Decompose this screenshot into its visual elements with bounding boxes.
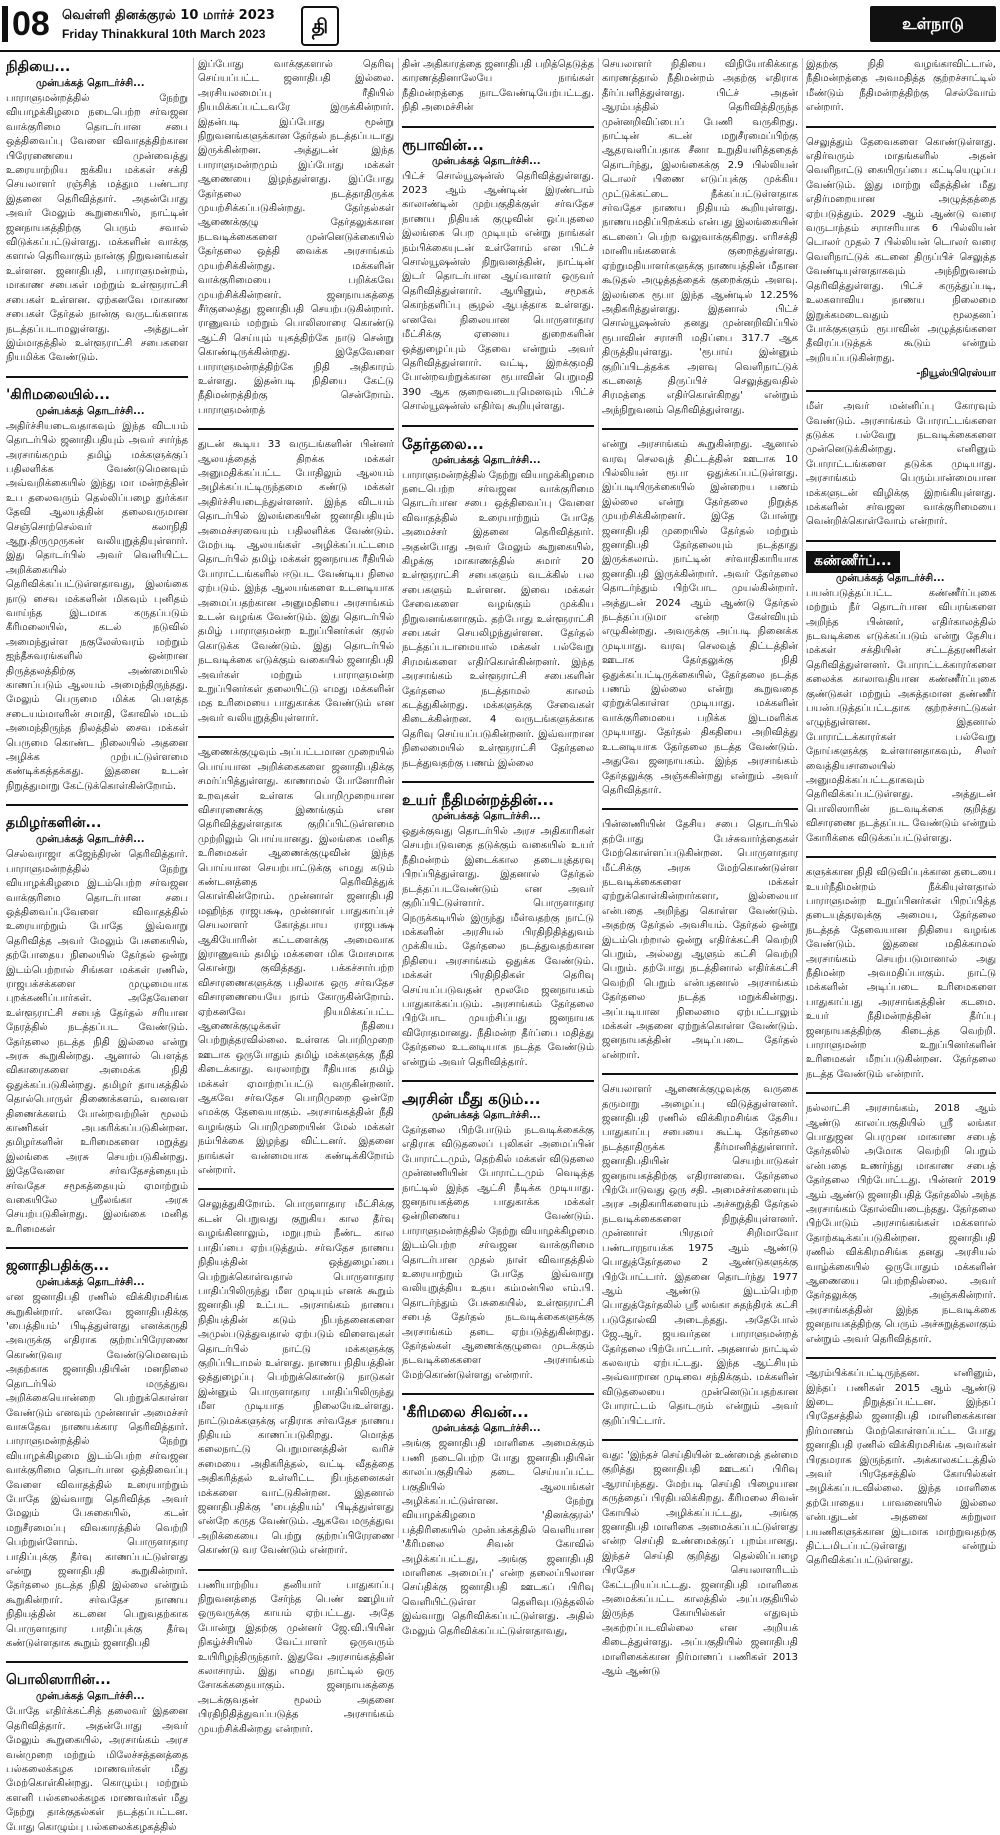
story-body: அதிர்ச்சியடைவதாகவும் இந்த விடயம் தொடர்பில் ஜனாதிபதியும் அவர் சார்ந்த அரசாங்கமும் தமிழ் மக்களுக்குப் பதிலளிக்க வேண்டுமெனவும் அவ்வறிக்கையில் இந்து மா மன்றத்தின் உப தலைவரும் தெல்லிப்பழை துர்க்கா தேவி ஆலயத்தின் தலைவருமான செஞ்சொற்செல்வர் கலாநிதி ஆறு.திருமுருகன் வலியுறுத்தியுள்ளார். இது தொடர்பில் அவர் வெளியிட்ட அறிக்கையில் தெரிவிக்கப்பட்டுள்ளதாவது, இலங்கை நாடு சைவ மக்களின் மிகவும் புனிதம் வாய்ந்த இடமாக கருதப்படும் கீரிமலையில், கடல் நடுவில் அமைந்துள்ள நகுலேஸ்வரம் மற்றும் ஐந்தீசுவரங்களில் ஒன்றான திருத்தலத்திற்கு அண்மையில் காணப்படும் ஆலயம் அமைந்திருந்தது. மேலும் பெருமை மிக்க பௌத்த சடையம்மாளின் சமாதி, கோவில் மடம் அமைந்திருந்த நிலத்தில் சைவ மக்கள் பெருமை கொண்ட நிலையில் அதனை அழிக்க முற்பட்டுள்ளமை கண்டிக்கத்தக்கது. இதனை உடன் நிறுத்துமாறு கேட்டுக்கொள்கின்றோம். bbox=[6, 420, 188, 792]
story-heading: ஜனாதிபதிக்கு... bbox=[6, 1258, 110, 1275]
story-divider bbox=[6, 804, 188, 806]
story-theerthal-final bbox=[806, 400, 996, 530]
story-kanneer bbox=[806, 550, 996, 846]
story-body: பாராளுமன்றத்தில் நேற்று வியாழக்கிழமை நடைபெற்ற சர்வஜன வாக்குரிமை தொடர்பான சபை ஒத்திவைப்பு வேளை விவாதத்திற்கான பிரேரணையை முன்வைத்து உரையாற்றிய ஐக்கிய மக்கள் சக்தி செயலாளர் ரஞ்சித் மத்தும பண்டார இதனை தெரிவித்தார். அதன்போது அவர் மேலும் கூறுகையில், நாட்டின் ஜனநாயகத்திற்கு பெரும் சவால் விடுக்கப்பட்டுள்ளது. மக்களின் வாக்கு களால் தெரிவாகும் நான்கு நிறுவனங்கள் உள்ளன. ஜனாதிபதி, பாராளுமன்றம், மாகாண சபைகள் மற்றும் உள்ளூராட்சி சபைகள் உள்ளன. ஏற்கனவே மாகாண சபைகள் தேர்தல் நான்கு வருடங்களாக நடத்தப்படாமலுள்ளது. அத்துடன் இம்மாதத்தில் உள்ளூராட்சி சபைகளை நியமிக்க வேண்டும். bbox=[6, 93, 188, 364]
continued-label: முன்பக்கத் தொடர்ச்சி... bbox=[432, 811, 541, 823]
story-body: செலுத்தும் தேவைகளை கொண்டுள்ளது. எதிர்வரும் மாதங்களில் அதன் வெளிநாட்டு கையிருப்பை கட்டியெழுப்ப வேண்டும். இது மாற்று வீதத்தின் மீது எதிர்மறையான அழுத்தத்தை ஏற்படுத்தும். 2029 ஆம் ஆண்டு வரை வருடாந்தம் சராசரியாக 6 பில்லியன் டொலர் முதல் 7 பில்லியன் டொலர் வரை வெளிநாட்டுக் கடனை திருப்பிச் செலுத்த வேண்டியுள்ளதாகவும் அந்நிறுவனம் தெரிவித்துள்ளது. பிட்ச் கருத்துப்படி, உலகளாவிய நாணய நிலைமை இறுக்கமடைவதும் மூலதனப் போக்குகளும் ரூபாவின் அழுத்தங்களை தீவிரப்படுத்தக் கூடும் என்றும் அறியப்படுகின்றது. bbox=[806, 136, 996, 364]
story-divider bbox=[198, 736, 394, 738]
continued-label: முன்பக்கத் தொடர்ச்சி... bbox=[836, 572, 945, 584]
story-body: பிட்ச் சொல்யூஷன்ஸ் தெரிவித்துள்ளது. 2023 ஆம் ஆண்டின் இரண்டாம் காலாண்டின் முற்பகுதிக்குள் சர்வதேச நாணய நிதியக் குழுவின் ஒப்புதலை இலங்கை பெற முடியும் என்று நாங்கள் நம்பிக்கையுடன் உள்ளோம் என பிட்ச் சொல்யூஷன்ஸ் நிறுவனத்தின், நாட்டின் இடர் தொடர்பான ஆய்வாளர் ஒருவர் தெரிவித்துள்ளார். ஆயினும், சமூகக் கொந்தளிப்பு சூழல் ஆபத்தாக உள்ளது. எனவே நிலையான பொருளாதார மீட்சிக்கு ஏனைய துறைகளின் ஒத்துழைப்பும் தேவை என்றும் அவர் தெரிவித்துள்ளார். வட்டி, இறக்குமதி போன்றவற்றுக்கான ரூபாவின் பெறுமதி 390 ஆக குறைவடையுமெனவும் பிட்ச் சொல்யூஷன்ஸ் எதிர்வு கூறியுள்ளது. bbox=[402, 170, 594, 413]
column-3 bbox=[402, 58, 594, 1637]
date-line-english: Friday Thinakkural 10th March 2023 bbox=[62, 27, 266, 41]
continued-label: முன்பக்கத் தொடர்ச்சி... bbox=[432, 155, 541, 167]
story-heading: 'கிரிமலையில்... bbox=[6, 386, 110, 403]
column-5 bbox=[806, 58, 996, 1567]
continued-label: முன்பக்கத் தொடர்ச்சி... bbox=[36, 834, 145, 846]
story-body: பாராளுமன்றத்தில் நேற்று வியாழக்கிழமை நடைபெற்ற சர்வஜன வாக்குரிமை தொடர்பான சபை ஒத்திவைப்பு வேளை விவாதத்தில் உரையாற்றும் போதே அமைச்சர் இதனை தெரிவித்தார். அதன்போது அவர் மேலும் கூறுகையில், கிழக்கு மாகாணத்தில் சுமார் 20 உள்ளூராட்சி சபைகளும் வடக்கில் பல சபைகளும் உள்ளன. இவை மக்கள் சேவைகளை வழங்கும் முக்கிய நிறுவனங்களாகும். தற்போது உள்ளூராட்சி சபைகள் செயலிழந்துள்ளன. தேர்தல் நடத்தப்படாமையால் மக்கள் பல்வேறு சிரமங்களை எதிர்கொள்கின்றனர். இந்த அரசாங்கம் உள்ளூராட்சி சபைகளின் தேர்தலை நடத்தாமல் காலம் கடத்துகின்றது. மக்களுக்கு சேவைகள் கிடைக்கின்றன. 4 வருடங்களுக்காக தெரிவு செய்யப்படுகின்றனர். இவ்வாறான நிலைமையில் உள்ளூராட்சி தேர்தலை நடத்துவதற்கு பணம் இல்லை bbox=[402, 469, 594, 769]
story-police-continued bbox=[198, 1579, 394, 1737]
story-body: என ஜனாதிபதி ரணில் விக்கிரமசிங்க கூறுகின்றார். எனவே ஜனாதிபதிக்கு 'பைத்தியம்' பிடித்துள்ளது எனக்கருதி அவருக்கு எதிராக குற்றப்பிரேரணை கொண்டுவர வேண்டுமெனவும் அதற்காக ஜனாதிபதியின் மனநிலை தொடர்பில் மருத்துவ அறிக்கையொன்றை பெற்றுக்கொள்ள வேண்டும் எனவும் முன்னாள் அமைச்சர் வாசுதேவ நாணயக்கார தெரிவித்தார். பாராளுமன்றத்தில் நேற்று வியாழக்கிழமை இடம்பெற்ற சர்வஜன வாக்குரிமை தொடர்பான ஒத்திவைப்பு வேளை விவாதத்தில் உரையாற்றும் போதே இவ்வாறு தெரிவித்த அவர் மேலும் பேசுகையில், கடன் மறுசீரமைப்பு விவகாரத்தில் வெற்றி பெற்றுள்ளோம். பொருளாதார பாதிப்புக்கு தீர்வு காணப்பட்டுள்ளது என்று ஜனாதிபதி கூறுகின்றார். தேர்தலை நடத்த நிதி இல்லை என்றும் கூறுகின்றார். சர்வதேச நாணய நிதியத்தின் கடனை பெறுவதற்காக பொருளாதார பாதிப்புக்கு தீர்வு கண்டுள்ளதாக கூறும் ஜனாதிபதி bbox=[6, 1292, 188, 1649]
story-divider bbox=[602, 808, 798, 810]
story-divider bbox=[806, 1357, 996, 1359]
story-divider bbox=[198, 1188, 394, 1190]
story-rupa bbox=[402, 136, 594, 415]
story-divider bbox=[402, 1393, 594, 1395]
column-4 bbox=[602, 58, 798, 1678]
continued-label: முன்பக்கத் தொடர்ச்சி... bbox=[36, 1691, 145, 1703]
story-body: செயலாளர் ஆணைக்குழுவுக்கு வருகை தருமாறு அழைப்பு விடுத்துள்ளனர். ஜனாதிபதி ரணில் விக்கிரமசிங்க தேசிய பாதுகாப்பு சபையை கூட்டி தேர்தலை நடத்தாதிருக்க தீர்மானித்துள்ளார். ஜனாதிபதியின் செயற்பாடுகள் ஜனநாயகத்திற்கு எதிரானவை. தேர்தலை பிற்போடுவது ஒரு சதி. அமைச்சர்களையும் அரச அதிகாரிகளையும் அச்சுறுத்தி தேர்தல் நடவடிக்கைகளை நிறுத்தியுள்ளனர். முன்னாள் பிரதமர் சிறிமாவோ பண்டாரநாயக்க 1975 ஆம் ஆண்டு பொதுத்தேர்தலை 2 ஆண்டுகளுக்கு பிற்போட்டார். இதனை தொடர்ந்து 1977 ஆம் ஆண்டு இடம்பெற்ற பொதுத்தேர்தலில் ஸ்ரீ லங்கா சுதந்திரக் கட்சி படுதோல்வி அடைந்தது. அதேபோல் ஜே.ஆர். ஜயவர்தன பாராளுமன்றத் தேர்தலை பிற்போட்டார். அதனால் நாட்டில் கலவரம் ஏற்பட்டது. இந்த ஆட்சியும் அவ்வாறான முடிவை சந்திக்கும். மக்களின் விடுதலையை முன்னெடுப்பதற்கான போராட்டம் தொடரும் என்றும் அவர் குறிப்பிட்டார். bbox=[602, 1084, 798, 1427]
story-kiri-sivan bbox=[402, 1403, 594, 1639]
story-divider bbox=[602, 428, 798, 430]
story-divider bbox=[6, 376, 188, 378]
story-divider bbox=[806, 540, 996, 542]
story-theerthal bbox=[402, 435, 594, 772]
story-body: தின் அதிகாரத்தை ஜனாதிபதி பறித்தெடுத்த காரணத்தினாலேயே நாங்கள் நீதிமன்றத்தை நாடவேண்டியேற்பட்டது. நிதி அமைச்சின் bbox=[402, 59, 594, 114]
story-divider bbox=[198, 1569, 394, 1571]
story-body: தேர்தலை பிற்போடும் நடவடிக்கைக்கு எதிராக விடுதலைப் புலிகள் அமைப்பின் போராட்டமும், தெற்கில் மக்கள் விடுதலை முன்னணியின் போராட்டமும் வெடித்த நாட்டில் இந்த ஆட்சி நீடிக்க முடியாது. ஜனநாயகத்தை பாதுகாக்க மக்கள் ஒன்றிணைய வேண்டும். பாராளுமன்றத்தில் நேற்று வியாழக்கிழமை இடம்பெற்ற சர்வஜன வாக்குரிமை தொடர்பான முதல் நாள் விவாதத்தில் உரையாற்றும் போதே இவ்வாறு வலியுறுத்திய உதய கம்மன்பில எம்.பி. தொடர்ந்தும் பேசுகையில், உள்ளூராட்சி சபைத் தேர்தல் நடவடிக்கைகளுக்கு அரசாங்கம் தடை ஏற்படுத்துகின்றது. தேர்தல்கள் ஆணைக்குழுவை முடக்கும் நடவடிக்கைகளை அரசாங்கம் மேற்கொண்டுள்ளது என்றார். bbox=[402, 1124, 594, 1381]
masthead bbox=[0, 0, 1000, 52]
story-divider bbox=[402, 781, 594, 783]
story-uyar-continued bbox=[602, 818, 798, 1063]
story-nithiyai-final bbox=[806, 58, 996, 116]
story-kiri bbox=[6, 386, 188, 795]
date-line-tamil: வெள்ளி தினக்குரல் 10 மார்ச் 2023 bbox=[62, 8, 275, 23]
story-heading: கண்ணீர்ப்... bbox=[806, 551, 900, 573]
story-heading: ரூபாவின்... bbox=[402, 135, 484, 154]
continued-label: முன்பக்கத் தொடர்ச்சி... bbox=[36, 405, 145, 417]
continued-label: முன்பக்கத் தொடர்ச்சி... bbox=[36, 78, 145, 89]
column-rule bbox=[802, 58, 803, 1538]
story-body: செலுத்துகிறோம். பொருளாதார மீட்சிக்கு கடன் பெறுவது குறுகிய கால தீர்வு வழங்கினாலும், மறுபுறம் நீண்ட கால பாதிப்பை ஏற்படுத்தும். சர்வதேச நாணய நிதியத்தின் ஒத்துழைப்பை பெற்றுக்கொள்வதால் பொருளாதார பாதிப்பிலிருந்து மீள முடியும் எனக் கூறும் ஜனாதிபதி உட்பட அரசாங்கம் நாணய நிதியத்தின் கடும் நிபந்தனைகளை அமுல்படுத்துவதால் ஏற்படும் விளைவுகள் தொடர்பில் நாட்டு மக்களுக்கு குறிப்பிடாமல் உள்ளது. நாணய நிதியத்தின் ஒத்துழைப்பு பெற்றுக்கொண்டு நாடுகள் இன்னும் பொருளாதார பாதிப்பிலிருந்து மீள முடியாத நிலையேஉள்ளது. நாட்டுமக்களுக்கு எதிராக சர்வதேச நாணய நிதியம் காணப்படுகிறது. மொத்த கலைநாட்டு பெறுமானத்தின் வரிச் சுமையை அதிகரித்தல், வட்டி வீதத்தை அதிகரித்தல் உள்ளிட்ட நிபந்தனைகள் மக்களை வாட்டுகின்றன. இதனால் ஜனாதிபதிக்கு 'பைத்தியம்' பிடித்துள்ளது என்றே கருத வேண்டும். ஆகவே மருத்துவ அறிக்கையை பெற்று குற்றப்பிரேரணை கொண்டு வர வேண்டும் என்றார். bbox=[198, 1199, 394, 1557]
column-rule bbox=[193, 58, 194, 1538]
story-tamil bbox=[6, 814, 188, 1237]
page-number: 08 bbox=[12, 5, 50, 43]
story-heading: தேர்தலை... bbox=[402, 434, 484, 453]
story-kiri-continued bbox=[198, 438, 394, 726]
column-2 bbox=[198, 58, 394, 1735]
story-janathipathi-continued bbox=[198, 1198, 394, 1558]
story-nithiyai bbox=[6, 58, 188, 366]
continued-label: முன்பக்கத் தொடர்ச்சி... bbox=[432, 454, 541, 466]
section-tag: உள்நாடு bbox=[870, 6, 996, 42]
story-body: பயன்படுத்தப்பட்ட கண்ணீர்ப்புகை மற்றும் நீர் தொடர்பான விபரங்களை அறிந்த பின்னர், எதிர்காலத்தில் நடவடிக்கை எடுக்கப்படும் என்று தேசிய மக்கள் சக்தியின் சட்டத்தரணிகள் தெரிவித்துள்ளனர். போராட்டக்காரர்களை கலைக்க காலாவதியான கண்ணீர்ப்புகை குண்டுகள் மற்றும் அசுத்தமான தண்ணீர் பயன்படுத்தப்பட்டதாக குற்றச்சாட்டுகள் எழுந்துள்ளன. இதனால் போராட்டக்காரர்கள் பல்வேறு நோய்களுக்கு உள்ளானதாகவும், சிலர் வைத்தியசாலையில் அனுமதிக்கப்பட்டதாகவும் தெரிவிக்கப்பட்டுள்ளது. அத்துடன் பொலிஸாரின் நடவடிக்கை குறித்து விசாரணை நடத்தப்பட வேண்டும் என்றும் கோரிக்கை விடுக்கப்பட்டுள்ளது. bbox=[806, 587, 996, 844]
story-divider bbox=[806, 1092, 996, 1094]
story-divider bbox=[198, 428, 394, 430]
story-arasin-continued bbox=[602, 1083, 798, 1429]
story-uyar bbox=[402, 791, 594, 1070]
story-divider bbox=[402, 1080, 594, 1082]
story-divider bbox=[806, 856, 996, 858]
story-body: துடன் கூடிய 33 வருடங்களின் பின்னர் ஆலயத்தைத் திறக்க மக்கள் அனுமதிக்கப்பட்ட போதிலும் ஆலயம் அழிக்கப்பட்டிருந்தமை கண்டு மக்கள் அதிர்ச்சியடைந்துள்ளனர். இந்த விடயம் தொடர்பில் இலங்கையின் ஜனாதிபதியும் அமைச்சரவையும் பதிலளிக்க வேண்டும். மேற்படி ஆலயங்கள் அழிக்கப்பட்டமை தொடர்பில் தமிழ் மக்கள் ஜனநாயக ரீதியில் போராட்டங்களில் ஈடுபட வேண்டிய நிலை ஏற்படும். இந்த ஆலயங்களை உடனடியாக அமைப்பதற்கான அனுமதியை அரசாங்கம் உடன் வழங்க வேண்டும். இது தொடர்பில் தமிழ் பாராளுமன்ற உறுப்பினர்கள் குரல் கொடுக்க வேண்டும். இது தொடர்பில் நடவடிக்கை எடுக்கும் வகையில் ஜனாதிபதி அவர்கள் மற்றும் பாராளுமன்ற உறுப்பினர்கள் தலையிட்டு எமது மக்களின் மத உரிமையை பாதுகாக்க வேண்டும் என அவர் வலியுறுத்தியுள்ளார். bbox=[198, 439, 394, 724]
column-1 bbox=[6, 58, 188, 1833]
story-tamil-continued bbox=[198, 746, 394, 1178]
story-rupa-continued bbox=[602, 58, 798, 418]
story-body: ஒதுக்குவது தொடர்பில் அரச அதிகாரிகள் செயற்படுவதை தடுக்கும் வகையில் உயர் நீதிமன்றம் இடைக்கால தடையுத்தரவு பிறப்பித்துள்ளது. இதனால் தேர்தல் நடத்தப்படவேண்டும் என அவர் குறிப்பிட்டுள்ளார். பொருளாதார நெருக்கடியில் இருந்து மீள்வதற்கு நாட்டு மக்களின் அரசியல் பிரதிநிதித்துவம் முக்கியம். தேர்தலை நடத்துவதற்கான நிதியை அரசாங்கம் ஒதுக்க வேண்டும். மக்கள் பிரதிநிதிகள் தெரிவு செய்யப்படுவதன் மூலமே ஜனநாயகம் பாதுகாக்கப்படும். அரசாங்கம் தேர்தலை பிற்போட முயற்சிப்பது ஜனநாயக விரோதமானது. நீதிமன்ற தீர்ப்பை மதித்து தேர்தலை உடனடியாக நடத்த வேண்டும் என்றும் அவர் தெரிவித்தார். bbox=[402, 826, 594, 1068]
column-rule bbox=[598, 58, 599, 1538]
story-divider bbox=[602, 1073, 798, 1075]
story-uyar-final bbox=[806, 866, 996, 1082]
story-body: ஆரம்பிக்கப்பட்டிருந்தன. எனினும், இந்தப் பணிகள் 2015 ஆம் ஆண்டு இடை நிறுத்தப்பட்டன. இந்தப் பிரதேசத்தில் ஜனாதிபதி மாளிகைக்கான நிர்மாணம் மேற்கொள்ளப்பட்ட போது ஜனாதிபதி ரணில் விக்கிரமசிங்க அவர்கள் பிரதமராக இருந்தார். அக்காலகட்டத்தில் அவர் பிரதேசத்தில் கோயில்கள் அழிக்கப்படவில்லை. இந்த மாளிகை தற்போதைய பாவனையில் இல்லை என்பதுடன் அதனை சுற்றுலா பயணிகளுக்கான இடமாக மாற்றுவதற்கு திட்டமிடப்பட்டுள்ளது என்றும் தெரிவிக்கப்பட்டுள்ளது. bbox=[806, 1368, 996, 1567]
story-body: அங்கு ஜனாதிபதி மாளிகை அமைக்கும் பணி நடைபெற்ற போது ஜனாதிபதியின் காலப்பகுதியில் தடை செய்யப்பட்ட பகுதியில் ஆலயங்கள் அழிக்கப்பட்டுள்ளன. நேற்று வியாழக்கிழமை 'தினக்குரல்' பத்திரிகையில் முன்பக்கத்தில் வெளியான 'கீரிமலை சிவன் கோவில் அழிக்கப்பட்டது, அங்கு ஜனாதிபதி மாளிகை அமைப்பு' என்ற தலைப்பிலான செய்திக்கு ஜனாதிபதி ஊடகப் பிரிவு வெளியிட்டுள்ள தெளிவுபடுத்தலில் இவ்வாறு தெரிவிக்கப்பட்டுள்ளது. அதில் மேலும் தெரிவிக்கப்பட்டுள்ளதாவது, bbox=[402, 1438, 594, 1637]
story-theerthal-continued bbox=[602, 438, 798, 798]
story-body: இப்போது வாக்குகளால் தெரிவு செய்யப்பட்ட ஜனாதிபதி இல்லை. அரசியலமைப்பு ரீதியில் நியமிக்கப்பட்டவரே இருக்கின்றார். இதன்படி இப்போது மூன்று நிறுவனங்களுக்கான தேர்தல் நடத்தப்படாது இருக்கின்றன. அத்துடன் இந்த பாராளுமன்றமும் இப்போது மக்கள் ஆணையை இழந்துள்ளது. இப்போது தேர்தலை நடத்தாதிருக்க முயற்சிக்கப்படுகின்றது. தேர்தல்கள் ஆணைக்குழு தேர்தலுக்கான நடவடிக்கைகளை முன்னெடுக்கையில் தேர்தலை ஒத்தி வைக்க அரசாங்கம் முயற்சிக்கின்றது. மக்களின் வாக்குரிமையை பறிக்கவே முயற்சிக்கின்றனர். ஜனநாயகத்தை சீர்குலைத்து ஜனாதிபதி செயற்படுகின்றார். ராணுவம் மற்றும் பொலிஸாரை கொண்டு ஆட்சி செய்யும் யுகத்திற்கே நாடு சென்று கொண்டிருக்கின்றது. இதேவேளை பாராளுமன்றத்திற்கே நிதி அதிகாரம் உள்ளது. இதன்படி நிதியை கேட்டு நீதிமன்றத்திற்கு சென்றோம். பாராளுமன்றத் bbox=[198, 59, 394, 416]
story-body: செயலாளர் நிதியை விநியோகிக்காத காரணத்தால் நீதிமன்றம் அதற்கு எதிராக தீர்ப்பளித்துள்ளது. பிட்ச் அதன் ஆரம்பத்தில் தெரிவித்திருந்த முன்னறிவிப்பைப் பேணி வருகிறது. நாட்டின் கடன் மறுசீரமைப்பிற்கு ஆதரவளிப்பதாக சீனா உறுதியளித்ததைத் தொடர்ந்து, இலங்கைக்கு 2.9 பில்லியன் டொலர் பிணை எடுப்புக்கு முக்கிய முட்டுக்கட்டை நீக்கப்பட்டுள்ளதாக சர்வதேச நாணய நிதியம் கூறியுள்ளது. நாணயமதிப்பிறக்கம் என்பது இலங்கையின் கடனைப் பெற்ற வலுவாக்குகிறது. எரிசக்தி மானியங்களைக் குறைத்துள்ளது. ஏற்றுமதியாளர்களுக்கு நாணயத்தின் மீதான கூடுதல் அழுத்தத்தைக் குறைக்கும் அளவு. இலங்கை ரூபா இந்த ஆண்டில் 12.25% அதிகரித்துள்ளது. இதனால் பிட்ச் சொல்யூஷன்ஸ் தனது முன்னறிவிப்பில் ரூபாவின் சராசரி மதிப்பை 317.7 ஆக திருத்தியுள்ளது. 'ரூபாய் இன்னும் குறிப்பிடத்தக்க அளவு வெளிநாட்டுக் கடனைத் திருப்பிச் செலுத்துவதில் சிரமத்தை எதிர்கொள்கிறது' என்றும் அந்நிறுவனம் தெரிவித்துள்ளது. bbox=[602, 59, 798, 416]
story-divider bbox=[402, 126, 594, 128]
story-divider bbox=[806, 390, 996, 392]
story-heading: நிதியை... bbox=[6, 59, 71, 75]
story-heading: அரசின் மீது கடும்... bbox=[402, 1089, 541, 1108]
story-body: பின்னணியின் தேசிய சபை தொடர்பில் தற்போது பேச்சுவார்த்தைகள் மேற்கொள்ளப்படுகின்றன. பொருளாதார மீட்சிக்கு அரசு மேற்கொண்டுள்ள நடவடிக்கைகளை மக்கள் ஏற்றுக்கொள்கின்றார்களா, இல்லையா என்பதை அறிந்து கொள்ள வேண்டும். அதற்கு தேர்தல் அவசியம். தேர்தல் ஒன்று இடம்பெற்றால் ஒன்று எதிர்க்கட்சி வெற்றி பெறும், அல்லது ஆளும் கட்சி வெற்றி பெறும். தற்போது நடத்தினால் எதிர்க்கட்சி வெற்றி பெறும் என்பதனால் அரசாங்கம் தேர்தலை நடத்த மறுக்கின்றது. அப்படியான நிலைமை ஏற்பட்டாலும் மக்கள் அதனை ஏற்றுக்கொள்ள வேண்டும். ஜனநாயகத்தின் அடிப்படை தேர்தல் என்றார். bbox=[602, 819, 798, 1061]
story-body: இதற்கு நிதி வழங்காவிட்டால், நீதிமன்றத்தை அவமதித்த குற்றச்சாட்டில் மீண்டும் நீதிமன்றத்திற்கு செல்வோம் என்றார். bbox=[806, 59, 996, 114]
story-kiri-sivan-final bbox=[806, 1367, 996, 1569]
story-rupa-final bbox=[806, 136, 996, 381]
story-body: மீள் அவர் மன்னிப்பு கோரவும் வேண்டும். அரசாங்கம் போராட்டங்களை தடுக்க பல்வேறு நடவடிக்கைகளை முன்னெடுக்கின்றது. எனினும் போராட்டங்களை தடுக்க முடியாது. அரசாங்கம் பெரும்பான்மையான மக்களுடன் விழிக்கு இறங்கியுள்ளது. மக்களின் சர்வஜன வாக்குரிமையை வென்றிக்கொள்வோம் என்றார். bbox=[806, 401, 996, 528]
story-byline: -நியூஸ்பிரெஸ்யா bbox=[916, 368, 996, 380]
continued-label: முன்பக்கத் தொடர்ச்சி... bbox=[432, 1109, 541, 1121]
story-heading: உயர் நீதிமன்றத்தின்... bbox=[402, 791, 554, 810]
story-divider bbox=[6, 1661, 188, 1663]
story-nithiyai-end bbox=[402, 58, 594, 116]
story-arasin bbox=[402, 1090, 594, 1383]
story-heading: தமிழர்களின்... bbox=[6, 815, 102, 832]
story-police bbox=[6, 1671, 188, 1835]
story-body: போதே எதிர்க்கட்சித் தலைவர் இதனை தெரிவித்தார். அதன்போது அவர் மேலும் கூறுகையில், அரசாங்கம் அரச வன்முறை மற்றும் மிலேச்சத்தனத்தை பல்கலைக்கழக மாணவர்கள் மீது மேற்கொள்கின்றது. கொழும்பு மற்றும் களனி பல்கலைக்கழக மாணவர்கள் மீது நேற்று தாக்குதல்கள் நடத்தப்பட்டன. போது கொழும்பு பல்கலைக்கழகத்தில் bbox=[6, 1706, 188, 1833]
story-body: என்று அரசாங்கம் கூறுகின்றது. ஆனால் வரவு செலவுத் திட்டத்தின் ஊடாக 10 பில்லியன் ரூபா ஒதுக்கப்பட்டுள்ளது. இப்படியிருக்கையில் இன்றைய பணம் இல்லை என்று தேர்தலை நிறுத்த முயற்சிக்கின்றனர். இதே போன்று ஜனாதிபதி முறையில் தேர்தல் மற்றும் ஜனாதிபதி தேர்தலையும் நடத்தாது இருக்கலாம். நாட்டின் சர்வாதிகாரியாக ஜனாதிபதி இருக்கின்றார். அவர் தேர்தலை தொடர்ந்தும் பிற்போட முயல்கின்றார். அத்துடன் 2024 ஆம் ஆண்டு தேர்தல் நடத்தப்படுமா என்ற கேள்வியும் எழுகின்றது. அவருக்கு அப்படி நினைக்க முடியாது. வரவு செலவுத் திட்டத்தின் ஊடாக தேர்தலுக்கு நிதி ஒதுக்கப்பட்டிருக்கையில், தேர்தலை நடத்த பணம் இல்லை என்று கூறுவதை ஏற்றுக்கொள்ள முடியாது. மக்களின் வாக்குரிமையை பறிக்க இடமளிக்க முடியாது. தேர்தல் திகதியை அறிவித்து உடனடியாக தேர்தலை நடத்த வேண்டும். அதுவே ஜனநாயகம். இந்த அரசாங்கம் தேர்தலுக்கு அஞ்சுகின்றது என்றும் அவர் தெரிவித்தார். bbox=[602, 439, 798, 796]
story-body: செல்வராஜா கஜேந்திரன் தெரிவித்தார். பாராளுமன்றத்தில் நேற்று வியாழக்கிழமை இடம்பெற்ற சர்வஜன வாக்குரிமை தொடர்பான சபை ஒத்திவைப்புவேளை விவாதத்தில் உரையாற்றும் போதே இவ்வாறு தெரிவித்த அவர் மேலும் பேசுகையில், தற்போதைய நிலையில் தேர்தல் ஒன்று இடம்பெற்றால் சிங்கள மக்கள் ரணில், ராஜபக்சக்களை முழுமையாக புறக்கணிப்பார்கள். அதேவேளை உள்ளூராட்சி சபைத் தேர்தல் சரியான நேரத்தில் நடத்தப்பட வேண்டும். தேர்தலை நடத்த நிதி இல்லை என்று அரசு கூறுகின்றது. ஆனால் பௌத்த விகாரைகளை அமைக்க நிதி ஒதுக்கப்படுகின்றது. தமிழர் தாயகத்தில் தொல்பொருள் திணைக்களம், வனவள திணைக்களம் போன்றவற்றின் மூலம் காணிகள் அபகரிக்கப்படுகின்றன. தமிழர்களின் உரிமைகளை மறுத்து இலங்கை அரசு செயற்படுகின்றது. இதேவேளை சர்வதேசத்தையும் சர்வதேச சமூகத்தையும் ஏமாற்றும் வகையிலே ஸ்ரீலங்கா அரசு செயற்படுகின்றது. இலங்கை மனித உரிமைகள் bbox=[6, 849, 188, 1235]
continued-label: முன்பக்கத் தொடர்ச்சி... bbox=[36, 1277, 145, 1289]
story-body: பணியாற்றிய தனியார் பாதுகாப்பு நிறுவனத்தை சேர்ந்த பெண் ஊழியர் ஒருவருக்கு காயம் ஏற்பட்டது. அதே போன்று இதற்கு முன்னர் ஜே.வி.பியின் நிகழ்ச்சியில் வேட்பாளர் ஒருவரும் உயிரிழந்திருந்தார். இதுவே அரசாங்கத்தின் கலாசாரம். இது எமது நாட்டில் ஒரு சோகக்கதையாகும். ஜனநாயகத்தை அடக்குவதன் மூலம் அதனை பிரதிநிதித்துவப்படுத்த அரசாங்கம் முயற்சிக்கின்றது என்றார். bbox=[198, 1579, 394, 1735]
story-body: ஆணைக்குழுவும் அப்பட்டமான முறையில் பொய்யான அறிக்கைகளை ஜனாதிபதிக்கு சமர்ப்பித்துள்ளது. காணாமல் போனோரின் உறவுகள் உள்ளக பொறிமுறையான விசாரணைக்கு இணங்கும் என தெரிவித்துள்ளதாக குறிப்பிட்டுள்ளமை முற்றிலும் பொய்யானது. இலங்கை மனித உரிமைகள் ஆணைக்குழுவின் இந்த பொய்யான செயற்பாட்டுக்கு எமது கடும் கண்டனத்தை தெரிவித்துக் கொள்கின்றோம். முன்னாள் ஜனாதிபதி மஹிந்த ராஜபக்ஷ, முன்னாள் பாதுகாப்புச் செயலாளர் கோத்தபாய ராஜபக்ஷ ஆகியோரின் கட்டளைக்கு அமைவாக இராணுவம் தமிழ் மக்களை மிக மோசமாக கொன்று குவித்தது. பக்கச்சார்பற்ற விசாரணைகளுக்கு பதிலாக ஒரு சர்வதேச விசாரணையையே நாம் கோருகின்றோம். ஏற்கனவே நியமிக்கப்பட்ட ஆணைக்குழுக்கள் நீதியை பெற்றுத்தரவில்லை. உள்ளக பொறிமுறை ஊடாக ஒருபோதும் தமிழ் மக்களுக்கு நீதி கிடைக்காது. வரலாற்று ரீதியாக தமிழ் மக்கள் ஏமாற்றப்பட்டு வருகின்றனர். ஆகவே சர்வதேச பொறிமுறை ஒன்றே எமக்கு தேவையாகும். அரசாங்கத்தின் நீதி வழங்கும் பொறிமுறையின் மேல் மக்கள் நம்பிக்கை இழந்து விட்டனர். இதனை நாங்கள் வன்மையாக கண்டிக்கிறோம் என்றார். bbox=[198, 747, 394, 1177]
masthead-bar bbox=[2, 6, 8, 42]
story-divider bbox=[6, 1247, 188, 1249]
story-divider bbox=[602, 1439, 798, 1441]
story-kiri-sivan-continued bbox=[602, 1449, 798, 1680]
story-divider bbox=[402, 425, 594, 427]
story-heading: பொலிஸாரின்... bbox=[6, 1672, 111, 1689]
story-body: வது: 'இந்தச் செய்தியின் உண்மைத் தன்மை குறித்து ஜனாதிபதி ஊடகப் பிரிவு ஆராய்ந்தது. மேற்படி செய்தி பிழையான கருத்தைப் பிரதிபலிக்கிறது. கீரிமலை சிவன் கோயில் அழிக்கப்பட்டது, அங்கு ஜனாதிபதி மாளிகை அமைக்கப்பட்டுள்ளது என்ற செய்தி உண்மைக்குப் புறம்பானது. இந்தச் செய்தி குறித்து தெல்லிப்பழை பிரதேச செயலாளரிடம் கேட்டறியப்பட்டது. ஜனாதிபதி மாளிகை அமைக்கப்பட்ட காலத்தில் அப்பகுதியில் இருந்த கோயில்கள் எதுவும் அகற்றப்படவில்லை என அறியக் கிடைத்துள்ளது. அப்பகுதியில் ஜனாதிபதி மாளிகைக்கான நிர்மாணப் பணிகள் 2013 ஆம் ஆண்டு bbox=[602, 1449, 798, 1678]
story-divider bbox=[806, 126, 996, 128]
story-heading: 'கீரிமலை சிவன்... bbox=[402, 1403, 529, 1422]
story-body: களுக்கான நிதி விடுவிப்புக்கான தடையை உயர்நீதிமன்றம் நீக்கியுள்ளதால் பாராளுமன்ற உறுப்பினர்கள் பிறப்பித்த தடையுத்தரவுக்கு அமைய, தேர்தலை நடத்தத் தேவையான நிதியை வழங்க வேண்டும். இதனை மதிக்காமல் அரசாங்கம் செயற்படுமானால் அது நீதிமன்ற அவமதிப்பாகும். நாட்டு மக்களின் அடிப்படை உரிமைகளை பாதுகாப்பது அரசாங்கத்தின் கடமை. உயர் நீதிமன்றத்தின் தீர்ப்பு ஜனநாயகத்திற்கு கிடைத்த வெற்றி. பாராளுமன்ற உறுப்பினர்களின் உரிமைகள் மீறப்படுகின்றன. தேர்தலை நடத்த வேண்டும் என்றார். bbox=[806, 867, 996, 1080]
story-arasin-final bbox=[806, 1102, 996, 1347]
story-body: நல்லாட்சி அரசாங்கம், 2018 ஆம் ஆண்டு காலப்பகுதியில் ஸ்ரீ லங்கா பொதுஜன பெரமுன மாகாண சபைத் தேர்தலில் அமோக வெற்றி பெறும் என்பதை உணர்ந்து மாகாண சபைத் தேர்தலை பிற்போட்டது. பின்னர் 2019 ஆம் ஆண்டு ஜனாதிபதித் தேர்தலில் அந்த அரசாங்கம் தோல்வியடைந்தது. தேர்தலை பிற்போடும் அரசாங்கங்கள் மக்களால் தோற்கடிக்கப்படுகின்றன. ஜனாதிபதி ரணில் விக்கிரமசிங்க தனது அரசியல் வாழ்க்கையில் ஒருபோதும் மக்களின் ஆணையை பெற்றதில்லை. அவர் தேர்தலுக்கு அஞ்சுகின்றார். அரசாங்கத்தின் இந்த நடவடிக்கை ஜனநாயகத்திற்கு பெரும் அச்சுறுத்தலாகும் என்றும் அவர் தெரிவித்தார். bbox=[806, 1103, 996, 1345]
story-janathipathi bbox=[6, 1257, 188, 1651]
newspaper-logo-icon: தி bbox=[301, 6, 339, 46]
story-nithiyai-continued bbox=[198, 58, 394, 418]
continued-label: முன்பக்கத் தொடர்ச்சி... bbox=[432, 1423, 541, 1435]
column-rule bbox=[398, 58, 399, 1538]
